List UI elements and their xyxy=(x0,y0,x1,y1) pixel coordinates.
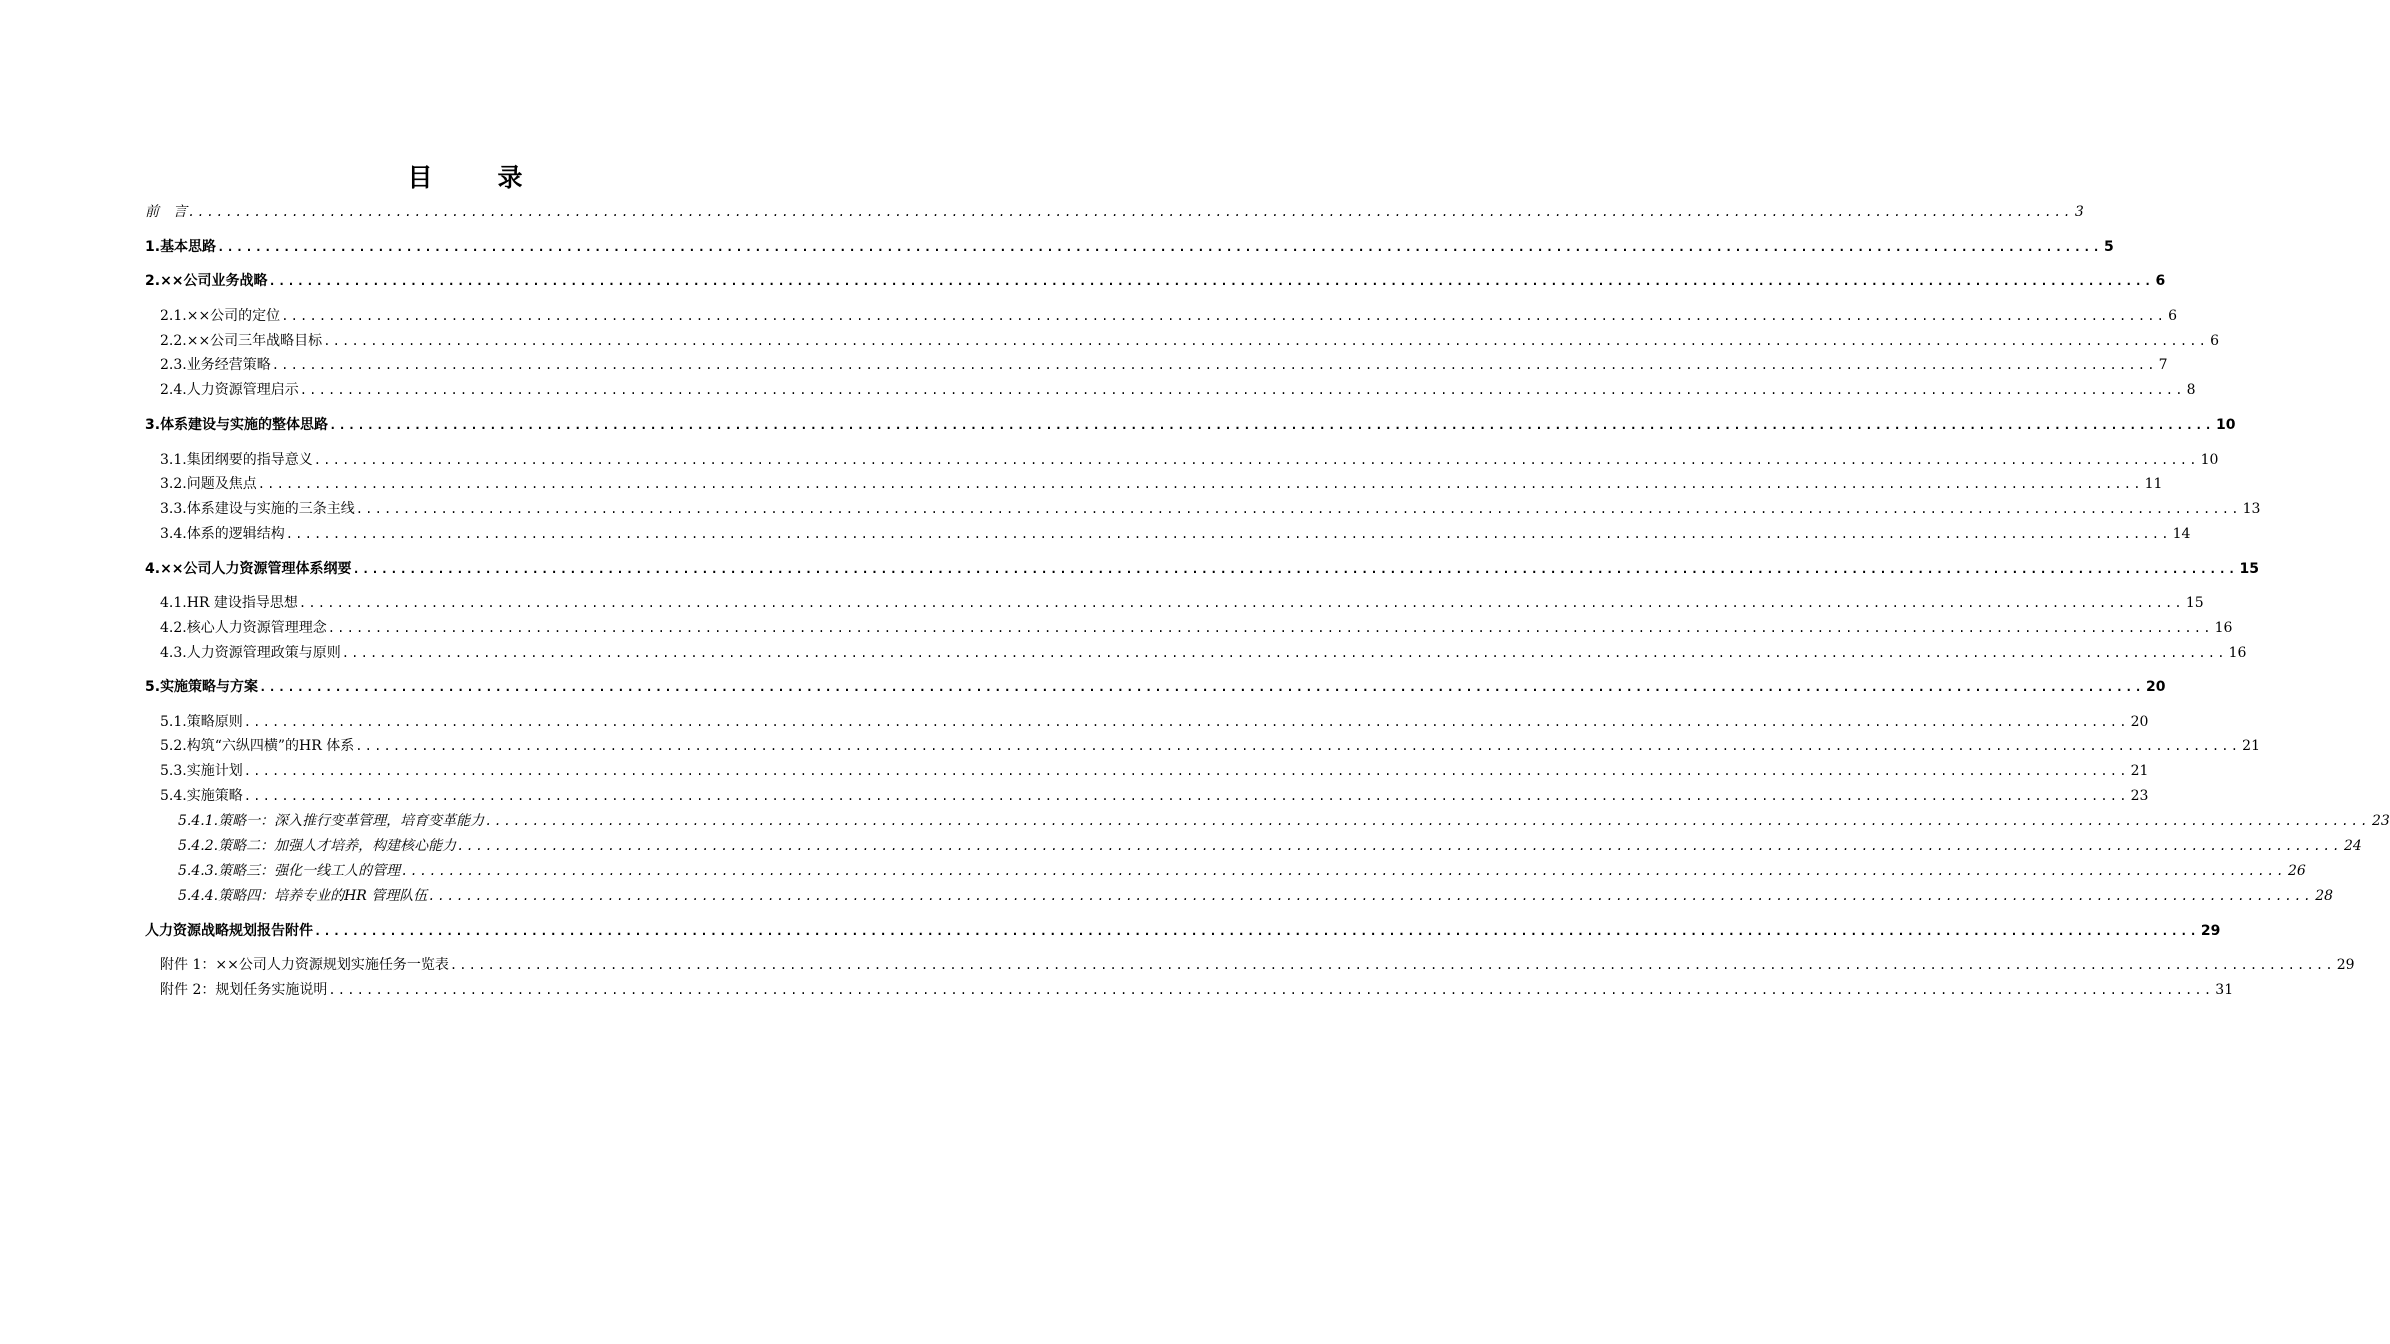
toc-leader-dots: ........................................................................................................................................................................................................ xyxy=(243,715,2129,729)
toc-entry-page: 16 xyxy=(2214,620,2233,636)
toc-entry[interactable] xyxy=(145,237,2114,257)
toc-leader-dots: ........................................................................................................................................................................................................ xyxy=(243,764,2129,778)
toc-entry-number: 3.1. xyxy=(160,452,187,468)
toc-leader-dots: ........................................................................................................................................................................................................ xyxy=(268,274,2154,288)
toc-entry-page: 15 xyxy=(2239,561,2259,577)
toc-entry[interactable] xyxy=(160,736,2260,756)
toc-leader-dots: ........................................................................................................................................................................................................ xyxy=(313,453,2199,467)
toc-entry[interactable] xyxy=(160,761,2149,781)
toc-entry-text: 附件 2：规划任务实施说明 xyxy=(160,982,328,998)
toc-entry-page: 29 xyxy=(2200,923,2221,939)
toc-entry-text: 前 言 xyxy=(145,204,187,220)
toc-leader-dots: ........................................................................................................................................................................................................ xyxy=(341,646,2227,660)
toc-leader-dots: ........................................................................................................................................................................................................ xyxy=(355,739,2241,753)
toc-leader-dots: ........................................................................................................................................................................................................ xyxy=(281,309,2167,323)
toc-entry[interactable] xyxy=(145,559,2259,579)
toc-leader-dots: ........................................................................................................................................................................................................ xyxy=(401,864,2286,878)
toc-entry-page: 23 xyxy=(2372,813,2390,829)
toc-entry-page: 28 xyxy=(2315,888,2334,904)
toc-leader-dots: ........................................................................................................................................................................................................ xyxy=(243,789,2129,803)
toc-entry-page: 5 xyxy=(2103,239,2114,255)
toc-entry[interactable] xyxy=(145,415,2236,435)
toc-entry-page: 6 xyxy=(2210,333,2220,349)
toc-entry-number: 5.2. xyxy=(160,738,187,754)
toc-entry-page: 20 xyxy=(2130,714,2149,730)
toc-leader-dots: ........................................................................................................................................................................................................ xyxy=(428,889,2314,903)
toc-entry-number: 5.4.2. xyxy=(178,838,219,854)
toc-entry-text: 人力资源管理启示 xyxy=(186,382,299,398)
toc-entry-number: 2. xyxy=(145,273,161,289)
toc-entry[interactable] xyxy=(160,643,2247,663)
toc-leader-dots: ........................................................................................................................................................................................................ xyxy=(485,814,2370,828)
toc-entry[interactable] xyxy=(160,355,2168,375)
toc-entry-number: 2.3. xyxy=(160,357,187,373)
toc-entry-number: 5.1. xyxy=(160,714,187,730)
toc-entry-page: 26 xyxy=(2288,863,2306,879)
toc-entry[interactable] xyxy=(160,499,2261,519)
toc-entry[interactable] xyxy=(178,861,2306,881)
toc-leader-dots: ........................................................................................................................................................................................................ xyxy=(457,839,2342,853)
toc-leader-dots: ........................................................................................................................................................................................................ xyxy=(298,596,2184,610)
toc-entry-number: 5.4.1. xyxy=(178,813,219,829)
toc-entry-page: 11 xyxy=(2144,476,2163,492)
toc-entry[interactable] xyxy=(160,380,2196,400)
toc-entry-number: 3.4. xyxy=(160,526,187,542)
toc-entry-text: 策略一：深入推行变革管理，培育变革能力 xyxy=(218,813,485,829)
toc-entry-text: 人力资源战略规划报告附件 xyxy=(145,923,313,939)
toc-entry-page: 6 xyxy=(2155,273,2166,289)
toc-leader-dots: ........................................................................................................................................................................................................ xyxy=(328,983,2214,997)
toc-entry-text: 策略原则 xyxy=(186,714,243,730)
toc-entry-text: 体系建设与实施的整体思路 xyxy=(160,417,329,433)
toc-entry-number: 5. xyxy=(145,679,161,695)
toc-entry-text: 构筑“六纵四横”的HR 体系 xyxy=(186,738,355,754)
toc-entry-page: 31 xyxy=(2215,982,2234,998)
toc-entry-text: ××公司业务战略 xyxy=(160,273,268,289)
toc-entry-text: 人力资源管理政策与原则 xyxy=(186,645,341,661)
toc-entry-number: 4.1. xyxy=(160,595,187,611)
toc-leader-dots: ........................................................................................................................................................................................................ xyxy=(259,680,2144,694)
toc-leader-dots: ........................................................................................................................................................................................................ xyxy=(329,418,2214,432)
toc-leader-dots: ........................................................................................................................................................................................................ xyxy=(188,205,2073,219)
toc-leader-dots: ........................................................................................................................................................................................................ xyxy=(449,958,2335,972)
toc-entry[interactable] xyxy=(160,712,2149,732)
toc-entry[interactable] xyxy=(160,955,2355,975)
toc-leader-dots: ........................................................................................................................................................................................................ xyxy=(257,477,2143,491)
toc-entry[interactable] xyxy=(160,450,2219,470)
toc-entry-number: 2.2. xyxy=(160,333,187,349)
toc-entry-text: ××公司人力资源管理体系纲要 xyxy=(160,561,352,577)
toc-entry-number: 3.2. xyxy=(160,476,187,492)
toc-entry-text: 策略四：培养专业的HR 管理队伍 xyxy=(218,888,428,904)
toc-entry-page: 3 xyxy=(2074,204,2084,220)
toc-entry-page: 14 xyxy=(2172,526,2191,542)
toc-entry[interactable] xyxy=(145,271,2166,291)
toc-entry-number: 5.4.4. xyxy=(178,888,219,904)
toc-entry-page: 20 xyxy=(2145,679,2166,695)
toc-entry-text: 核心人力资源管理理念 xyxy=(186,620,327,636)
toc-entry[interactable] xyxy=(145,202,2084,222)
toc-entry-text: 实施计划 xyxy=(186,763,243,779)
toc-entry[interactable] xyxy=(160,474,2163,494)
toc-entry-number: 1. xyxy=(145,239,161,255)
toc-entry-page: 15 xyxy=(2185,595,2204,611)
toc-entry-page: 10 xyxy=(2215,417,2236,433)
toc-entry-text: HR 建设指导思想 xyxy=(186,595,298,611)
toc-leader-dots: ........................................................................................................................................................................................................ xyxy=(327,621,2213,635)
toc-entry[interactable] xyxy=(160,618,2233,638)
toc-leader-dots: ........................................................................................................................................................................................................ xyxy=(355,502,2241,516)
toc-entry-page: 13 xyxy=(2242,501,2261,517)
toc-entry-text: 体系建设与实施的三条主线 xyxy=(186,501,355,517)
toc-entry[interactable] xyxy=(160,331,2220,351)
toc-entry-text: 体系的逻辑结构 xyxy=(186,526,285,542)
toc-entry-number: 2.4. xyxy=(160,382,187,398)
toc-entry-number: 5.4. xyxy=(160,788,187,804)
toc-entry[interactable] xyxy=(160,980,2234,1000)
toc-entry[interactable] xyxy=(145,677,2166,697)
toc-entry-page: 24 xyxy=(2344,838,2362,854)
toc-entry-text: ××公司三年战略目标 xyxy=(186,333,323,349)
toc-entry-number: 4.2. xyxy=(160,620,187,636)
toc-entry-number: 4.3. xyxy=(160,645,187,661)
toc-entry-text: 业务经营策略 xyxy=(186,357,271,373)
toc-entry-text: ××公司的定位 xyxy=(186,308,281,324)
toc-entry[interactable] xyxy=(160,306,2178,326)
toc-entry-page: 10 xyxy=(2200,452,2219,468)
toc-entry-number: 5.4.3. xyxy=(178,863,219,879)
toc-entry-text: 基本思路 xyxy=(160,239,217,255)
toc-entry[interactable] xyxy=(178,886,2334,906)
toc-entry-number: 3.3. xyxy=(160,501,187,517)
toc-entry-page: 6 xyxy=(2168,308,2178,324)
toc-entry-text: 实施策略与方案 xyxy=(160,679,259,695)
toc-leader-dots: ........................................................................................................................................................................................................ xyxy=(314,924,2199,938)
toc-entry-page: 8 xyxy=(2186,382,2196,398)
toc-entry-number: 2.1. xyxy=(160,308,187,324)
toc-entry[interactable] xyxy=(160,593,2204,613)
toc-leader-dots: ........................................................................................................................................................................................................ xyxy=(323,334,2209,348)
toc-entry-text: 策略二：加强人才培养，构建核心能力 xyxy=(218,838,457,854)
toc-leader-dots: ........................................................................................................................................................................................................ xyxy=(285,527,2171,541)
toc-leader-dots: ........................................................................................................................................................................................................ xyxy=(217,240,2102,254)
toc-entry-text: 策略三：强化一线工人的管理 xyxy=(218,863,401,879)
toc-leader-dots: ........................................................................................................................................................................................................ xyxy=(299,383,2185,397)
toc-entry[interactable] xyxy=(145,921,2221,941)
toc-entry-page: 29 xyxy=(2336,957,2355,973)
toc-entry-page: 21 xyxy=(2242,738,2260,754)
toc-entry-number: 5.3. xyxy=(160,763,187,779)
toc-entry[interactable] xyxy=(178,836,2362,856)
toc-entry-page: 23 xyxy=(2130,788,2149,804)
toc-entry-text: 实施策略 xyxy=(186,788,243,804)
toc-entry-page: 7 xyxy=(2158,357,2168,373)
toc-title: 目 录 xyxy=(407,163,543,192)
toc-entry[interactable] xyxy=(160,786,2149,806)
toc-entry-page: 16 xyxy=(2228,645,2247,661)
toc-entry-number: 3. xyxy=(145,417,161,433)
toc-leader-dots: ........................................................................................................................................................................................................ xyxy=(352,562,2238,576)
toc-entry-text: 集团纲要的指导意义 xyxy=(186,452,313,468)
toc-entry[interactable] xyxy=(160,524,2191,544)
toc-entry-text: 附件 1：××公司人力资源规划实施任务一览表 xyxy=(160,957,449,973)
toc-entry-page: 21 xyxy=(2130,763,2149,779)
toc-entry[interactable] xyxy=(178,811,2390,831)
toc-leader-dots: ........................................................................................................................................................................................................ xyxy=(271,358,2157,372)
toc-entry-text: 问题及焦点 xyxy=(186,476,257,492)
toc-entry-number: 4. xyxy=(145,561,161,577)
